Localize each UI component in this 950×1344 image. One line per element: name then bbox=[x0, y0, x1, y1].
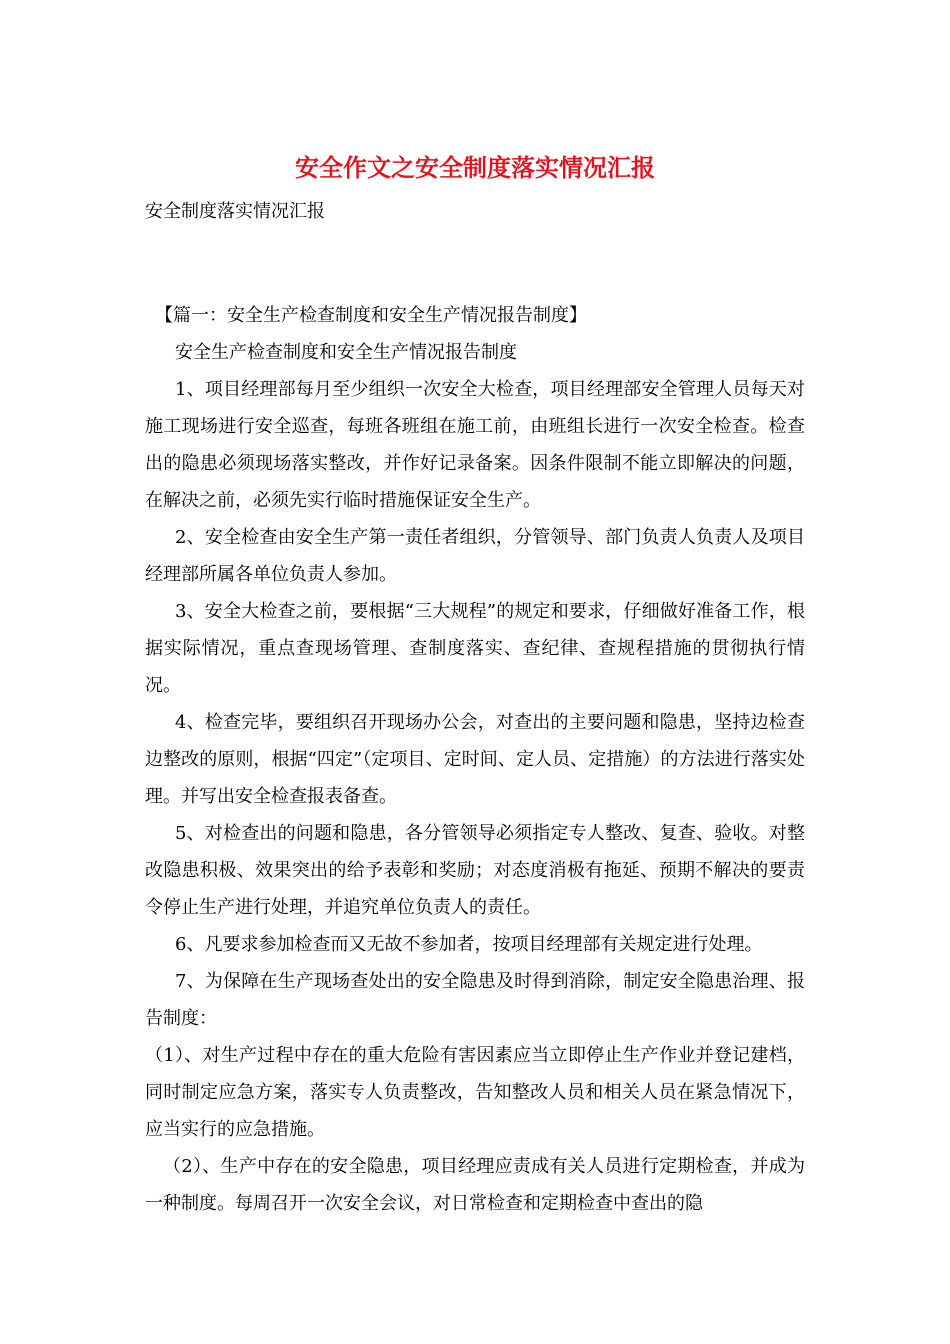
section-subheading: 安全生产检查制度和安全生产情况报告制度 bbox=[175, 342, 517, 363]
document-body bbox=[145, 297, 805, 1222]
paragraph-4: 4、检查完毕，要组织召开现场办公会，对查出的主要问题和隐患，坚持边检查边整改的原则，根据“四定”（定项目、定时间、定人员、定措施）的方法进行落实处理。并写出安全检查报表备查。 bbox=[145, 712, 805, 807]
paragraph-2: 2、安全检查由安全生产第一责任者组织，分管领导、部门负责人负责人及项目经理部所属各单位负责人参加。 bbox=[145, 527, 805, 585]
paragraph-9: （2）、生产中存在的安全隐患，项目经理应责成有关人员进行定期检查，并成为一种制度。每周召开一次安全会议，对日常检查和定期检查中查出的隐 bbox=[145, 1156, 805, 1214]
paragraph-7: 7、为保障在生产现场查处出的安全隐患及时得到消除，制定安全隐患治理、报告制度： bbox=[145, 971, 805, 1029]
paragraph-8: （1）、对生产过程中存在的重大危险有害因素应当立即停止生产作业并登记建档，同时制定应急方案，落实专人负责整改，告知整改人员和相关人员在紧急情况下，应当实行的应急措施。 bbox=[145, 1045, 805, 1140]
paragraph-1: 1、项目经理部每月至少组织一次安全大检查，项目经理部安全管理人员每天对施工现场进行安全巡查，每班各班组在施工前，由班组长进行一次安全检查。检查出的隐患必须现场落实整改，并作好记录备案。因条件限制不能立即解决的问题，在解决之前，必须先实行临时措施保证安全生产。 bbox=[145, 379, 805, 511]
paragraph-5: 5、对检查出的问题和隐患，各分管领导必须指定专人整改、复查、验收。对整改隐患积极、效果突出的给予表彰和奖励；对态度消极有拖延、预期不解决的要责令停止生产进行处理，并追究单位负责人的责任。 bbox=[145, 823, 805, 918]
document-title: 安全作文之安全制度落实情况汇报 bbox=[295, 153, 655, 182]
section-heading: 【篇一：安全生产检查制度和安全生产情况报告制度】 bbox=[155, 305, 587, 326]
paragraph-3: 3、安全大检查之前，要根据“三大规程”的规定和要求，仔细做好准备工作，根据实际情况，重点查现场管理、查制度落实、查纪律、查规程措施的贯彻执行情况。 bbox=[145, 601, 805, 696]
document-subtitle: 安全制度落实情况汇报 bbox=[145, 201, 325, 222]
paragraph-6: 6、凡要求参加检查而又无故不参加者，按项目经理部有关规定进行处理。 bbox=[175, 934, 763, 955]
